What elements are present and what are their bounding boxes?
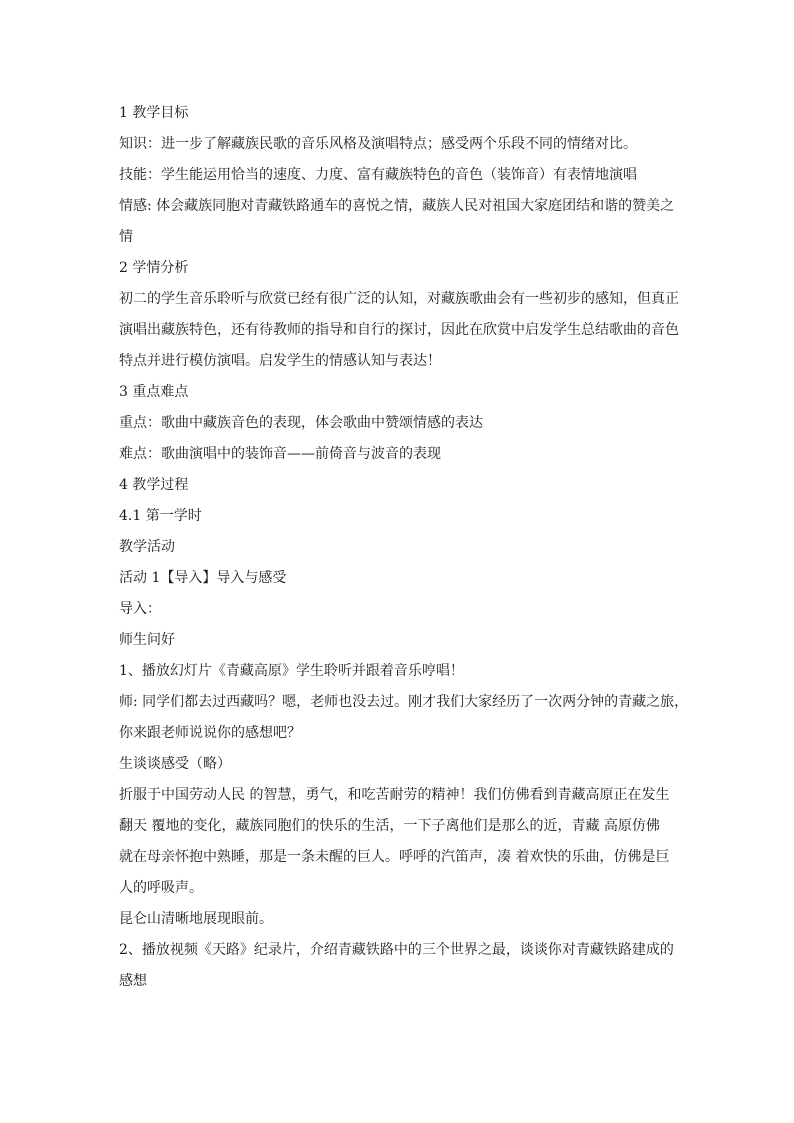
heading-key-difficulties: 3 重点难点 xyxy=(119,384,189,400)
subheading-activities: 教学活动 xyxy=(119,539,175,555)
step-2: 2、播放视频《天路》纪录片，介绍青藏铁路中的三个世界之最，谈谈你对青藏铁路建成的 xyxy=(119,942,674,958)
step-2-cont: 感想 xyxy=(119,973,147,989)
goal-emotion: 情感: 体会藏族同胞对青藏铁路通车的喜悦之情，藏族人民对祖国大家庭团结和谐的赞美之 xyxy=(119,198,675,214)
key-point: 重点：歌曲中藏族音色的表现，体会歌曲中赞颂情感的表达 xyxy=(119,415,483,431)
goal-emotion-cont: 情 xyxy=(119,229,133,245)
paragraph-line: 折服于中国劳动人民 的智慧，勇气，和吃苦耐劳的精神！我们仿佛看到青藏高原正在发生 xyxy=(119,787,670,803)
subheading-first-lesson: 4.1 第一学时 xyxy=(119,508,202,524)
document-body xyxy=(119,98,689,997)
heading-student-analysis: 2 学情分析 xyxy=(119,260,189,276)
paragraph-line: 昆仑山清晰地展现眼前。 xyxy=(119,911,273,927)
paragraph-line: 人的呼吸声。 xyxy=(119,880,203,896)
goal-knowledge: 知识：进一步了解藏族民歌的音乐风格及演唱特点；感受两个乐段不同的情绪对比。 xyxy=(119,136,637,152)
student-response: 生谈谈感受（略） xyxy=(119,756,231,772)
heading-teaching-goals: 1 教学目标 xyxy=(119,105,189,121)
activity-1-title: 活动 1【导入】导入与感受 xyxy=(119,570,287,586)
goal-skill: 技能：学生能运用恰当的速度、力度、富有藏族特色的音色（装饰音）有表情地演唱 xyxy=(119,167,637,183)
step-1: 1、播放幻灯片《青藏高原》学生聆听并跟着音乐哼唱！ xyxy=(119,663,464,679)
teacher-dialogue-cont: 你来跟老师说说你的感想吧？ xyxy=(119,725,301,741)
paragraph-line: 特点并进行模仿演唱。启发学生的情感认知与表达！ xyxy=(119,353,441,369)
paragraph-line: 师生问好 xyxy=(119,632,175,648)
paragraph-line: 演唱出藏族特色，还有待教师的指导和自行的探讨，因此在欣赏中启发学生总结歌曲的音色 xyxy=(119,322,679,338)
difficult-point: 难点：歌曲演唱中的装饰音——前倚音与波音的表现 xyxy=(119,446,441,462)
intro-label: 导入： xyxy=(119,601,161,617)
paragraph-line: 翻天 覆地的变化，藏族同胞们的快乐的生活，一下子离他们是那么的近，青藏 高原仿佛 xyxy=(119,818,660,834)
paragraph-line: 初二的学生音乐聆听与欣赏已经有很广泛的认知，对藏族歌曲会有一些初步的感知，但真正 xyxy=(119,291,679,307)
paragraph-line: 就在母亲怀抱中熟睡，那是一条未醒的巨人。呼呼的汽笛声，凑 着欢快的乐曲，仿佛是巨 xyxy=(119,849,670,865)
teacher-dialogue: 师: 同学们都去过西藏吗？嗯，老师也没去过。刚才我们大家经历了一次两分钟的青藏之旅， xyxy=(119,694,689,710)
heading-teaching-process: 4 教学过程 xyxy=(119,477,189,493)
